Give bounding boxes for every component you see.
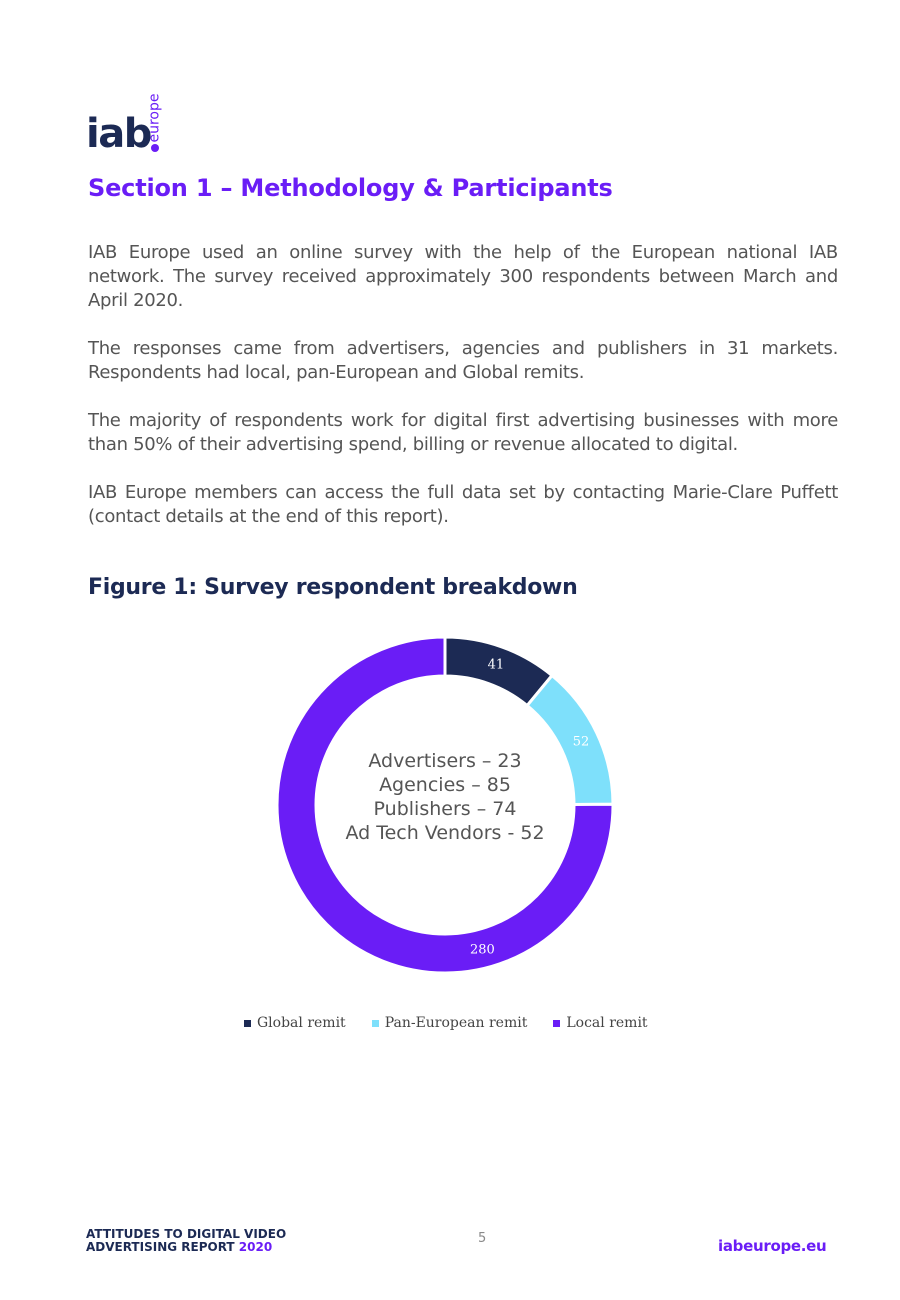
figure-title: Figure 1: Survey respondent breakdown	[88, 575, 578, 600]
report-title-line1: ATTITUDES TO DIGITAL VIDEO	[86, 1227, 287, 1241]
section-title: Section 1 – Methodology & Participants	[88, 174, 613, 202]
legend-label-global: Global remit	[257, 1015, 346, 1031]
donut-label-local-remit: 280	[469, 942, 495, 958]
legend-item-pan-european	[372, 1015, 528, 1031]
legend-label-pan-european: Pan-European remit	[384, 1015, 528, 1031]
report-title	[86, 1228, 286, 1254]
report-title-text: ADVERTISING REPORT	[86, 1240, 235, 1254]
center-line-publishers: Publishers – 74	[373, 798, 517, 820]
chart-legend	[244, 1015, 648, 1031]
center-line-advertisers: Advertisers – 23	[368, 750, 522, 772]
legend-item-global	[244, 1015, 346, 1031]
legend-item-local	[553, 1015, 647, 1031]
paragraph-1: IAB Europe used an online survey with the help of the European national IAB network. The survey received approximately 300 respondents between March and April 2020.	[88, 242, 838, 311]
center-line-agencies: Agencies – 85	[379, 774, 511, 796]
paragraph-4: IAB Europe members can access the full data set by contacting Marie-Clare Puffett (contact details at the end of this report).	[88, 482, 838, 527]
legend-swatch-pan-european	[372, 1020, 379, 1027]
report-title-line2	[86, 1241, 286, 1254]
center-line-adtech: Ad Tech Vendors - 52	[345, 822, 545, 844]
legend-label-local: Local remit	[566, 1015, 648, 1031]
donut-label-global-remit: 41	[487, 657, 505, 673]
donut-label-pan-european-remit: 52	[572, 734, 590, 750]
donut-center-text	[320, 749, 570, 845]
report-year: 2020	[238, 1240, 273, 1254]
legend-swatch-local	[553, 1020, 560, 1027]
legend-swatch-global	[244, 1020, 251, 1027]
logo-wordmark: iab	[86, 111, 151, 157]
paragraph-3: The majority of respondents work for digital first advertising businesses with more than 50% of their advertising spend, billing or revenue allocated to digital.	[88, 410, 838, 455]
website-link[interactable]: iabeurope.eu	[718, 1237, 827, 1255]
logo-subtext: europe	[146, 93, 163, 143]
page-number: 5	[478, 1231, 487, 1246]
paragraph-2: The responses came from advertisers, agencies and publishers in 31 markets. Respondents had local, pan-European and Global remits.	[88, 338, 838, 383]
